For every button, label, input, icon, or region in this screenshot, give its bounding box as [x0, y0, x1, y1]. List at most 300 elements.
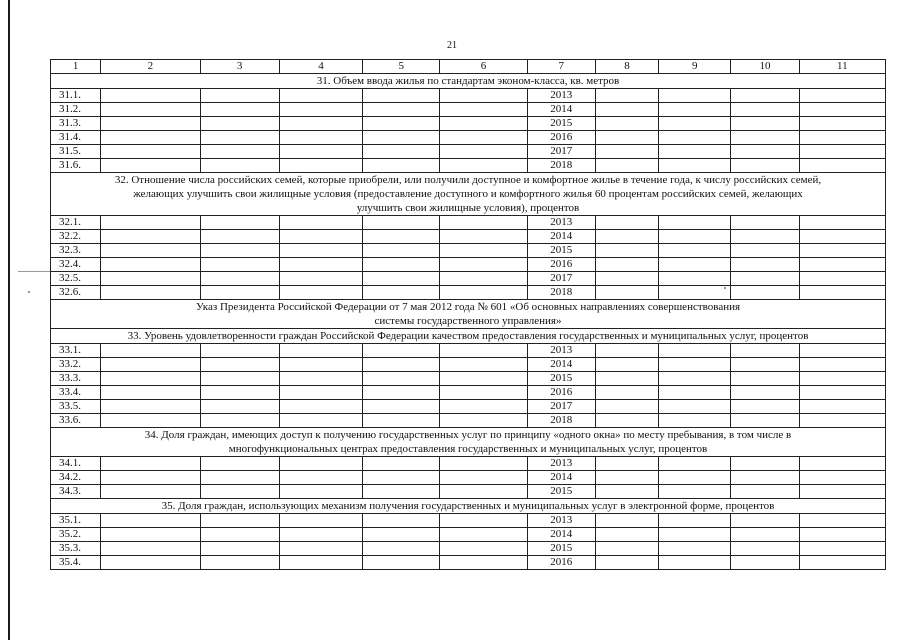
year-cell: 2014 — [527, 471, 595, 485]
empty-cell — [595, 514, 658, 528]
column-number: 11 — [799, 60, 885, 74]
empty-cell — [440, 89, 527, 103]
empty-cell — [731, 272, 799, 286]
empty-cell — [363, 344, 440, 358]
empty-cell — [731, 471, 799, 485]
empty-cell — [595, 145, 658, 159]
year-cell: 2013 — [527, 216, 595, 230]
empty-cell — [659, 216, 731, 230]
section-heading — [51, 74, 886, 89]
empty-cell — [101, 117, 200, 131]
column-number: 8 — [595, 60, 658, 74]
empty-cell — [440, 258, 527, 272]
empty-cell — [363, 272, 440, 286]
row-number: 32.6. — [51, 286, 101, 300]
empty-cell — [279, 528, 362, 542]
section-heading — [51, 300, 886, 329]
empty-cell — [799, 542, 885, 556]
table-row — [51, 145, 886, 159]
empty-cell — [279, 358, 362, 372]
empty-cell — [659, 528, 731, 542]
empty-cell — [440, 230, 527, 244]
table-row — [51, 386, 886, 400]
column-number: 5 — [363, 60, 440, 74]
empty-cell — [440, 528, 527, 542]
empty-cell — [595, 286, 658, 300]
empty-cell — [659, 471, 731, 485]
row-number: 33.3. — [51, 372, 101, 386]
row-number: 32.3. — [51, 244, 101, 258]
empty-cell — [731, 117, 799, 131]
row-number: 31.1. — [51, 89, 101, 103]
empty-cell — [595, 372, 658, 386]
empty-cell — [440, 145, 527, 159]
empty-cell — [659, 414, 731, 428]
table-row — [51, 414, 886, 428]
empty-cell — [799, 103, 885, 117]
empty-cell — [101, 542, 200, 556]
empty-cell — [200, 258, 279, 272]
empty-cell — [279, 542, 362, 556]
empty-cell — [101, 230, 200, 244]
section-heading-line: многофункциональных центрах предоставления государственных и муниципальных услуг, процентов — [228, 443, 708, 455]
empty-cell — [440, 131, 527, 145]
year-cell: 2015 — [527, 244, 595, 258]
empty-cell — [101, 457, 200, 471]
empty-cell — [279, 103, 362, 117]
empty-cell — [279, 159, 362, 173]
empty-cell — [101, 145, 200, 159]
empty-cell — [799, 145, 885, 159]
year-cell: 2014 — [527, 528, 595, 542]
empty-cell — [799, 514, 885, 528]
year-cell: 2013 — [527, 457, 595, 471]
empty-cell — [363, 358, 440, 372]
table-row — [51, 471, 886, 485]
table-row — [51, 542, 886, 556]
empty-cell — [799, 528, 885, 542]
section-heading — [51, 329, 886, 344]
table-row — [51, 103, 886, 117]
table-row — [51, 216, 886, 230]
year-cell: 2016 — [527, 556, 595, 570]
empty-cell — [440, 386, 527, 400]
row-number: 31.6. — [51, 159, 101, 173]
section-heading-line: 31. Объем ввода жилья по стандартам эконом-класса, кв. метров — [316, 75, 620, 87]
empty-cell — [200, 528, 279, 542]
empty-cell — [440, 344, 527, 358]
empty-cell — [363, 117, 440, 131]
empty-cell — [101, 216, 200, 230]
empty-cell — [200, 131, 279, 145]
row-number: 35.3. — [51, 542, 101, 556]
empty-cell — [101, 103, 200, 117]
empty-cell — [101, 286, 200, 300]
row-number: 33.2. — [51, 358, 101, 372]
empty-cell — [363, 230, 440, 244]
year-cell: 2018 — [527, 159, 595, 173]
table-row — [51, 230, 886, 244]
table-row — [51, 457, 886, 471]
empty-cell — [363, 258, 440, 272]
empty-cell — [595, 457, 658, 471]
empty-cell — [595, 344, 658, 358]
empty-cell — [440, 471, 527, 485]
empty-cell — [659, 400, 731, 414]
table-row — [51, 514, 886, 528]
empty-cell — [659, 457, 731, 471]
empty-cell — [279, 286, 362, 300]
year-cell: 2013 — [527, 514, 595, 528]
empty-cell — [799, 216, 885, 230]
empty-cell — [799, 230, 885, 244]
empty-cell — [799, 414, 885, 428]
empty-cell — [279, 556, 362, 570]
empty-cell — [659, 230, 731, 244]
section-heading-line: Указ Президента Российской Федерации от 7 мая 2012 года № 601 «Об основных направлениях совершенствования — [195, 301, 741, 313]
row-number: 34.2. — [51, 471, 101, 485]
empty-cell — [101, 244, 200, 258]
empty-cell — [731, 400, 799, 414]
empty-cell — [595, 358, 658, 372]
empty-cell — [595, 131, 658, 145]
empty-cell — [595, 159, 658, 173]
year-cell: 2014 — [527, 358, 595, 372]
row-number: 35.1. — [51, 514, 101, 528]
empty-cell — [279, 344, 362, 358]
row-number: 32.4. — [51, 258, 101, 272]
empty-cell — [731, 485, 799, 499]
empty-cell — [799, 556, 885, 570]
section-heading-line: системы государственного управления» — [374, 315, 562, 327]
section-heading — [51, 428, 886, 457]
empty-cell — [200, 103, 279, 117]
column-number: 9 — [659, 60, 731, 74]
table-row — [51, 244, 886, 258]
table-row — [51, 286, 886, 300]
empty-cell — [595, 556, 658, 570]
empty-cell — [595, 386, 658, 400]
empty-cell — [595, 485, 658, 499]
table-row — [51, 556, 886, 570]
year-cell: 2014 — [527, 230, 595, 244]
section-heading-line: желающих улучшить свои жилищные условия (предоставление доступного и комфортного жилья 60 процентам российских семей, желающих — [133, 188, 803, 200]
empty-cell — [200, 89, 279, 103]
table-row — [51, 400, 886, 414]
row-number: 33.4. — [51, 386, 101, 400]
year-cell: 2015 — [527, 117, 595, 131]
year-cell: 2016 — [527, 131, 595, 145]
year-cell: 2017 — [527, 145, 595, 159]
empty-cell — [799, 258, 885, 272]
empty-cell — [731, 131, 799, 145]
section-heading-row — [51, 74, 886, 89]
empty-cell — [200, 485, 279, 499]
empty-cell — [440, 485, 527, 499]
indicator-table-container — [50, 59, 886, 570]
year-cell: 2014 — [527, 103, 595, 117]
empty-cell — [200, 514, 279, 528]
empty-cell — [731, 230, 799, 244]
empty-cell — [595, 117, 658, 131]
section-heading-row — [51, 428, 886, 457]
year-cell: 2013 — [527, 344, 595, 358]
empty-cell — [731, 89, 799, 103]
row-number: 31.5. — [51, 145, 101, 159]
section-heading — [51, 173, 886, 216]
empty-cell — [200, 230, 279, 244]
table-row — [51, 344, 886, 358]
empty-cell — [200, 386, 279, 400]
empty-cell — [799, 400, 885, 414]
empty-cell — [731, 372, 799, 386]
empty-cell — [440, 372, 527, 386]
empty-cell — [659, 103, 731, 117]
section-heading-row — [51, 499, 886, 514]
empty-cell — [101, 344, 200, 358]
section-heading-line: 35. Доля граждан, использующих механизм получения государственных и муниципальных услуг в электронной форме, процентов — [161, 500, 775, 512]
empty-cell — [279, 216, 362, 230]
year-cell: 2013 — [527, 89, 595, 103]
empty-cell — [101, 258, 200, 272]
empty-cell — [799, 117, 885, 131]
empty-cell — [279, 117, 362, 131]
empty-cell — [659, 89, 731, 103]
empty-cell — [200, 344, 279, 358]
empty-cell — [799, 131, 885, 145]
empty-cell — [595, 542, 658, 556]
column-number: 7 — [527, 60, 595, 74]
empty-cell — [363, 131, 440, 145]
column-number: 1 — [51, 60, 101, 74]
empty-cell — [279, 386, 362, 400]
column-number: 6 — [440, 60, 527, 74]
empty-cell — [595, 89, 658, 103]
empty-cell — [101, 471, 200, 485]
row-number: 34.3. — [51, 485, 101, 499]
empty-cell — [659, 542, 731, 556]
empty-cell — [363, 514, 440, 528]
section-heading-line: улучшить свои жилищные условия), процентов — [356, 202, 580, 214]
row-number: 32.2. — [51, 230, 101, 244]
empty-cell — [200, 372, 279, 386]
empty-cell — [799, 159, 885, 173]
year-cell: 2016 — [527, 258, 595, 272]
empty-cell — [595, 230, 658, 244]
empty-cell — [101, 485, 200, 499]
table-row — [51, 485, 886, 499]
empty-cell — [440, 358, 527, 372]
empty-cell — [200, 358, 279, 372]
column-number-row — [51, 60, 886, 74]
empty-cell — [799, 372, 885, 386]
empty-cell — [200, 145, 279, 159]
empty-cell — [440, 542, 527, 556]
year-cell: 2016 — [527, 386, 595, 400]
section-heading — [51, 499, 886, 514]
year-cell: 2017 — [527, 400, 595, 414]
row-number: 31.4. — [51, 131, 101, 145]
empty-cell — [363, 400, 440, 414]
empty-cell — [200, 286, 279, 300]
empty-cell — [440, 400, 527, 414]
table-row — [51, 89, 886, 103]
empty-cell — [200, 216, 279, 230]
empty-cell — [595, 528, 658, 542]
empty-cell — [279, 258, 362, 272]
row-number: 33.1. — [51, 344, 101, 358]
empty-cell — [659, 372, 731, 386]
empty-cell — [659, 131, 731, 145]
empty-cell — [659, 358, 731, 372]
empty-cell — [279, 514, 362, 528]
empty-cell — [363, 485, 440, 499]
empty-cell — [363, 89, 440, 103]
empty-cell — [200, 542, 279, 556]
empty-cell — [363, 159, 440, 173]
year-cell: 2015 — [527, 372, 595, 386]
row-number: 33.5. — [51, 400, 101, 414]
section-heading-row — [51, 173, 886, 216]
row-number: 32.1. — [51, 216, 101, 230]
empty-cell — [799, 386, 885, 400]
empty-cell — [659, 485, 731, 499]
empty-cell — [731, 103, 799, 117]
indicator-table — [50, 59, 886, 570]
empty-cell — [200, 400, 279, 414]
empty-cell — [363, 216, 440, 230]
empty-cell — [279, 272, 362, 286]
empty-cell — [200, 471, 279, 485]
empty-cell — [659, 159, 731, 173]
empty-cell — [101, 400, 200, 414]
empty-cell — [101, 89, 200, 103]
empty-cell — [363, 145, 440, 159]
row-number: 33.6. — [51, 414, 101, 428]
section-heading-line: 34. Доля граждан, имеющих доступ к получению государственных услуг по принципу «одного окна» по месту пребывания, в том числе в — [144, 429, 792, 441]
table-row — [51, 258, 886, 272]
empty-cell — [799, 244, 885, 258]
empty-cell — [731, 244, 799, 258]
row-number: 35.4. — [51, 556, 101, 570]
empty-cell — [440, 414, 527, 428]
empty-cell — [101, 514, 200, 528]
empty-cell — [731, 286, 799, 300]
year-cell: 2017 — [527, 272, 595, 286]
empty-cell — [200, 457, 279, 471]
empty-cell — [659, 258, 731, 272]
empty-cell — [595, 400, 658, 414]
empty-cell — [659, 386, 731, 400]
empty-cell — [200, 159, 279, 173]
empty-cell — [440, 103, 527, 117]
empty-cell — [440, 286, 527, 300]
empty-cell — [279, 457, 362, 471]
empty-cell — [279, 145, 362, 159]
empty-cell — [595, 244, 658, 258]
row-number: 34.1. — [51, 457, 101, 471]
empty-cell — [363, 471, 440, 485]
table-row — [51, 117, 886, 131]
empty-cell — [279, 400, 362, 414]
empty-cell — [101, 528, 200, 542]
empty-cell — [731, 145, 799, 159]
empty-cell — [440, 244, 527, 258]
empty-cell — [595, 258, 658, 272]
empty-cell — [731, 528, 799, 542]
section-heading-row — [51, 300, 886, 329]
empty-cell — [731, 457, 799, 471]
empty-cell — [799, 471, 885, 485]
empty-cell — [279, 372, 362, 386]
empty-cell — [101, 386, 200, 400]
empty-cell — [279, 89, 362, 103]
empty-cell — [200, 272, 279, 286]
empty-cell — [659, 344, 731, 358]
empty-cell — [440, 117, 527, 131]
empty-cell — [279, 131, 362, 145]
empty-cell — [101, 131, 200, 145]
empty-cell — [279, 485, 362, 499]
empty-cell — [799, 286, 885, 300]
empty-cell — [731, 159, 799, 173]
row-number: 31.2. — [51, 103, 101, 117]
empty-cell — [659, 286, 731, 300]
year-cell: 2018 — [527, 286, 595, 300]
empty-cell — [363, 244, 440, 258]
section-heading-line: 32. Отношение числа российских семей, которые приобрели, или получили доступное и комфортное жилье в течение года, к числу российских семей, — [114, 174, 822, 186]
empty-cell — [799, 457, 885, 471]
empty-cell — [731, 542, 799, 556]
empty-cell — [731, 216, 799, 230]
empty-cell — [595, 414, 658, 428]
empty-cell — [363, 542, 440, 556]
empty-cell — [200, 117, 279, 131]
table-row — [51, 372, 886, 386]
empty-cell — [363, 103, 440, 117]
empty-cell — [731, 514, 799, 528]
empty-cell — [659, 272, 731, 286]
table-row — [51, 272, 886, 286]
empty-cell — [363, 414, 440, 428]
empty-cell — [731, 258, 799, 272]
empty-cell — [659, 244, 731, 258]
empty-cell — [363, 372, 440, 386]
column-number: 10 — [731, 60, 799, 74]
empty-cell — [440, 514, 527, 528]
empty-cell — [440, 556, 527, 570]
row-number: 35.2. — [51, 528, 101, 542]
empty-cell — [659, 556, 731, 570]
empty-cell — [731, 344, 799, 358]
empty-cell — [200, 244, 279, 258]
empty-cell — [363, 528, 440, 542]
empty-cell — [363, 386, 440, 400]
year-cell: 2018 — [527, 414, 595, 428]
empty-cell — [101, 159, 200, 173]
empty-cell — [200, 414, 279, 428]
empty-cell — [101, 372, 200, 386]
empty-cell — [659, 117, 731, 131]
table-row — [51, 159, 886, 173]
empty-cell — [440, 272, 527, 286]
empty-cell — [101, 272, 200, 286]
section-heading-row — [51, 329, 886, 344]
table-row — [51, 358, 886, 372]
year-cell: 2015 — [527, 485, 595, 499]
empty-cell — [279, 230, 362, 244]
empty-cell — [799, 485, 885, 499]
